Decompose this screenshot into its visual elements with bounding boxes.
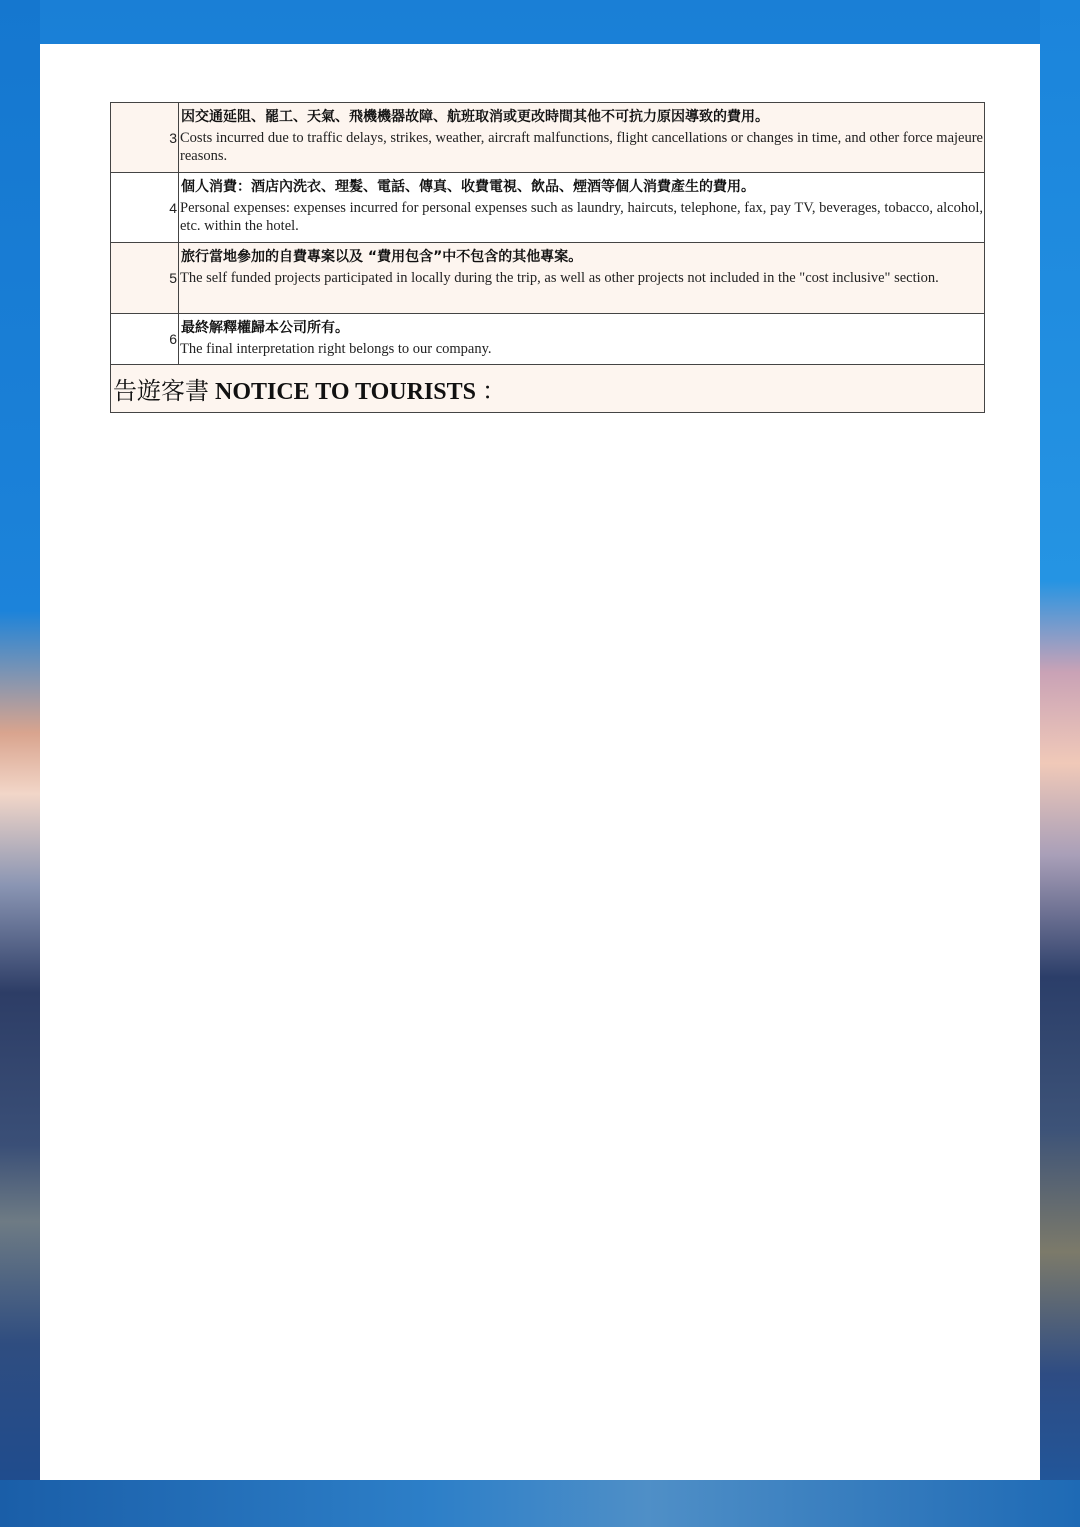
item-cell (179, 243, 985, 314)
table-row (111, 243, 985, 314)
notice-heading-english: NOTICE TO TOURISTS (215, 379, 477, 405)
notice-heading-cell (111, 365, 985, 413)
item-text-chinese: 個人消費：酒店內洗衣、理髮、電話、傳真、收費電視、飲品、煙酒等個人消費產生的費用。 (181, 179, 755, 195)
background-bottom-strip (0, 1480, 1080, 1527)
item-number: 4 (111, 173, 179, 243)
notice-heading-chinese: 告遊客書 (113, 377, 209, 405)
notice-heading (113, 379, 506, 405)
item-cell (179, 173, 985, 243)
item-number: 6 (111, 314, 179, 365)
terms-table (110, 102, 985, 413)
item-text-chinese: 旅行當地參加的自費專案以及 “費用包含”中不包含的其他專案。 (181, 249, 583, 265)
item-text-chinese: 因交通延阻、罷工、天氣、飛機機器故障、航班取消或更改時間其他不可抗力原因導致的費用。 (181, 109, 769, 125)
table-row (111, 103, 985, 173)
document-page (40, 44, 1040, 1480)
notice-heading-row (111, 365, 985, 413)
item-cell (179, 103, 985, 173)
item-text-english: The self funded projects participated in locally during the trip, as well as other projects not included in the "cost inclusive" section. (180, 270, 939, 286)
table-row (111, 173, 985, 243)
item-cell (179, 314, 985, 365)
table-row (111, 314, 985, 365)
item-text-english: Personal expenses: expenses incurred for personal expenses such as laundry, haircuts, telephone, fax, pay TV, beverages, tobacco, alcohol, etc. within the hotel. (180, 200, 983, 234)
item-number: 5 (111, 243, 179, 314)
background-left-strip (0, 0, 40, 1527)
item-text-chinese: 最終解釋權歸本公司所有。 (181, 320, 349, 336)
notice-heading-colon: ： (482, 377, 507, 405)
background-right-strip (1040, 0, 1080, 1527)
item-number: 3 (111, 103, 179, 173)
item-text-english: The final interpretation right belongs to our company. (180, 341, 492, 357)
item-text-english: Costs incurred due to traffic delays, strikes, weather, aircraft malfunctions, flight cancellations or changes in time, and other force majeure reasons. (180, 130, 983, 164)
